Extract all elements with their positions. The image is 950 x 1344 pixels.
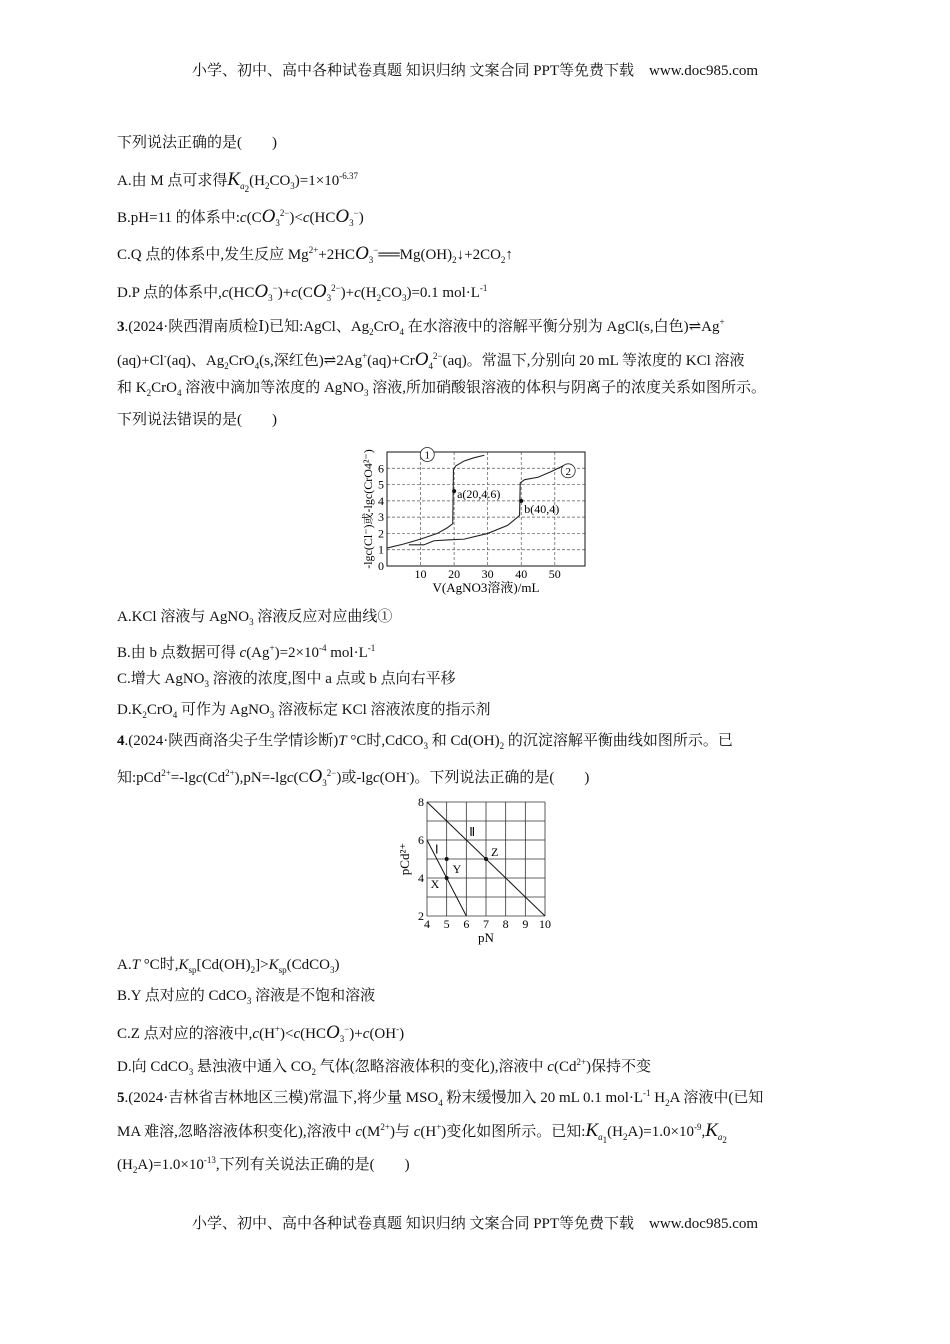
x-tick-label: 4	[424, 917, 430, 931]
y-tick-label: 6	[378, 461, 384, 476]
series-line-1	[387, 455, 484, 548]
q2-option-c: C.Q 点的体系中,发生反应 $Mg^{2+}+2HCO_3^-══Mg(OH)_2↓+2CO_2↑$	[117, 243, 513, 265]
y-tick-label: 6	[418, 833, 424, 847]
y-tick-label: 3	[378, 510, 384, 525]
x-tick-label: 50	[548, 567, 561, 581]
x-axis-label: pN	[478, 930, 494, 945]
x-tick-label: 6	[463, 917, 470, 931]
q3-line: 下列说法错误的是( )	[117, 412, 277, 428]
y-tick-label: 2	[378, 526, 384, 541]
data-point	[452, 489, 456, 493]
x-tick-label: 7	[483, 917, 489, 931]
q2-option-a: A.由 M 点可求得$K_{a_2}(H_2CO_3)=1\times 10^{-6.37}$	[117, 169, 358, 194]
q3-line: 3.(2024·陕西渭南质检Ⅰ)已知:AgCl、$Ag_2CrO_4$ 在水溶液中的溶解平衡分别为 AgCl(s,白色)⇌Ag+	[117, 317, 725, 337]
x-axis-label: V(AgNO3溶液)/mL	[432, 580, 540, 595]
y-tick-label: 8	[418, 795, 424, 809]
q3-option-d: $D.K_2CrO_4$ 可作为 AgNO$_3$ 溶液标定 KCl 溶液浓度的指示剂	[117, 702, 491, 720]
data-point-label: Z	[491, 845, 499, 859]
y-axis-label: pCd²⁺	[397, 842, 412, 876]
y-tick-label: 1	[378, 542, 384, 557]
x-tick-label: 40	[515, 567, 528, 581]
q5-line: 5.(2024·吉林省吉林地区三模)常温下,将少量 $MSO_4$ 粉末缓慢加入 20 mL 0.1 $mol\cdot L^{-1}$ $H_2A$ 溶液中(已知	[117, 1088, 764, 1108]
q5-line: MA 难溶,忽略溶液体积变化),溶液中 $c(M^{2+})$与 c(H+)变化如图所示。已知$:K_{a_1}(H_2A)=1.0\times 10^{-9},K_{a_2}$	[117, 1120, 727, 1145]
q3-option-c: C.增大 AgNO$_3$ 溶液的浓度,图中 a 点或 b 点向右平移	[117, 671, 456, 689]
data-point	[484, 857, 488, 861]
q3-line: (aq)+Cl-(aq)、$Ag_2CrO_4(s$,深红色)⇌2Ag+(aq)+CrO$_4^{2-}$(aq)。常温下,分别向 20 mL 等浓度的 KCl 溶液	[117, 349, 745, 371]
y-tick-label: 4	[418, 871, 424, 885]
data-point	[445, 876, 449, 880]
y-axis-label: -lgc(Cl⁻)或-lgc(CrO4²⁻)	[361, 449, 375, 569]
data-point-label: a(20,4.6)	[457, 487, 501, 502]
x-tick-label: 5	[443, 917, 450, 931]
chart-cd-precipitation	[395, 792, 560, 950]
series-label: 1	[424, 449, 431, 462]
data-point-label: X	[430, 877, 440, 891]
x-tick-label: 10	[414, 567, 427, 581]
q4-line: 4.(2024·陕西商洛尖子生学情诊断)T °C时,CdCO$_3$ 和 $Cd(OH)_2$ 的沉淀溶解平衡曲线如图所示。已	[117, 733, 733, 751]
q2-stem: 下列说法正确的是( )	[117, 135, 277, 151]
series-label: 2	[565, 465, 571, 478]
q2-option-d: D.P 点的体系中$,c(HCO_3^-)+c(CO_3^{2-})+c(H_2CO_3)=0.1$ $mol\cdot L^{-1}$	[117, 281, 488, 303]
data-point	[519, 499, 523, 503]
q4-option-b: B.Y 点对应的 CdCO$_3$ 溶液是不饱和溶液	[117, 988, 376, 1006]
x-tick-label: 9	[522, 917, 529, 931]
y-tick-label: 5	[378, 477, 384, 492]
data-point-label: Y	[452, 862, 462, 876]
q3-option-b: B.由 b 点数据可得 $c(Ag^+)=2\times 10^{-4}$ $mol\cdot L^{-1}$	[117, 643, 376, 661]
q4-option-a: A.T °C时$,K_{sp}[Cd(OH)_2]>K_{sp}(CdCO_3)$	[117, 957, 340, 975]
y-tick-label: 4	[378, 493, 384, 508]
q4-option-c: C.Z 点对应的溶液中$,c(H^+)<c(HCO_3^-)+c(OH^-)$	[117, 1022, 405, 1044]
series-label: Ⅰ	[435, 842, 439, 857]
q3-option-a: A.KCl 溶液与 AgNO$_3$ 溶液反应对应曲线①	[117, 609, 393, 627]
page-footer: 小学、初中、高中各种试卷真题 知识归纳 文案合同 PPT等免费下载 www.doc985.com	[191, 1216, 759, 1232]
chart-agno3-titration	[350, 432, 595, 597]
q5-line: $(H_2A)=1.0\times 10^{-13}$,下列有关说法正确的是( )	[117, 1155, 410, 1175]
q4-option-d: D.向 CdCO$_3$ 悬浊液中通入 $CO_2$ 气体(忽略溶液体积的变化),溶液中 $c(Cd^{2+})$保持不变	[117, 1057, 652, 1077]
q4-line: 知$:pCd^{2+}=-\lg c(Cd^{2+}),pN=-\lg c(CO_3^{2-})$或-lgc(OH-)。下列说法正确的是( )	[117, 766, 590, 788]
x-tick-label: 10	[539, 917, 551, 931]
q2-option-b: B.pH=11 的体系中$:c(CO_3^{2-})<c(HCO_3^-)$	[117, 206, 364, 228]
series-label: Ⅱ	[469, 825, 476, 840]
page-header: 小学、初中、高中各种试卷真题 知识归纳 文案合同 PPT等免费下载 www.doc985.com	[191, 63, 759, 79]
x-tick-label: 30	[481, 567, 494, 581]
data-point-label: b(40,4)	[524, 501, 560, 516]
y-tick-label: 2	[418, 909, 424, 923]
y-tick-label: 0	[378, 559, 384, 573]
x-tick-label: 8	[502, 917, 509, 931]
data-point	[445, 857, 449, 861]
x-tick-label: 20	[448, 567, 461, 581]
q3-line: 和 $K_2CrO_4$ 溶液中滴加等浓度的 AgNO$_3$ 溶液,所加硝酸银溶液的体积与阴离子的浓度关系如图所示。	[117, 380, 766, 398]
